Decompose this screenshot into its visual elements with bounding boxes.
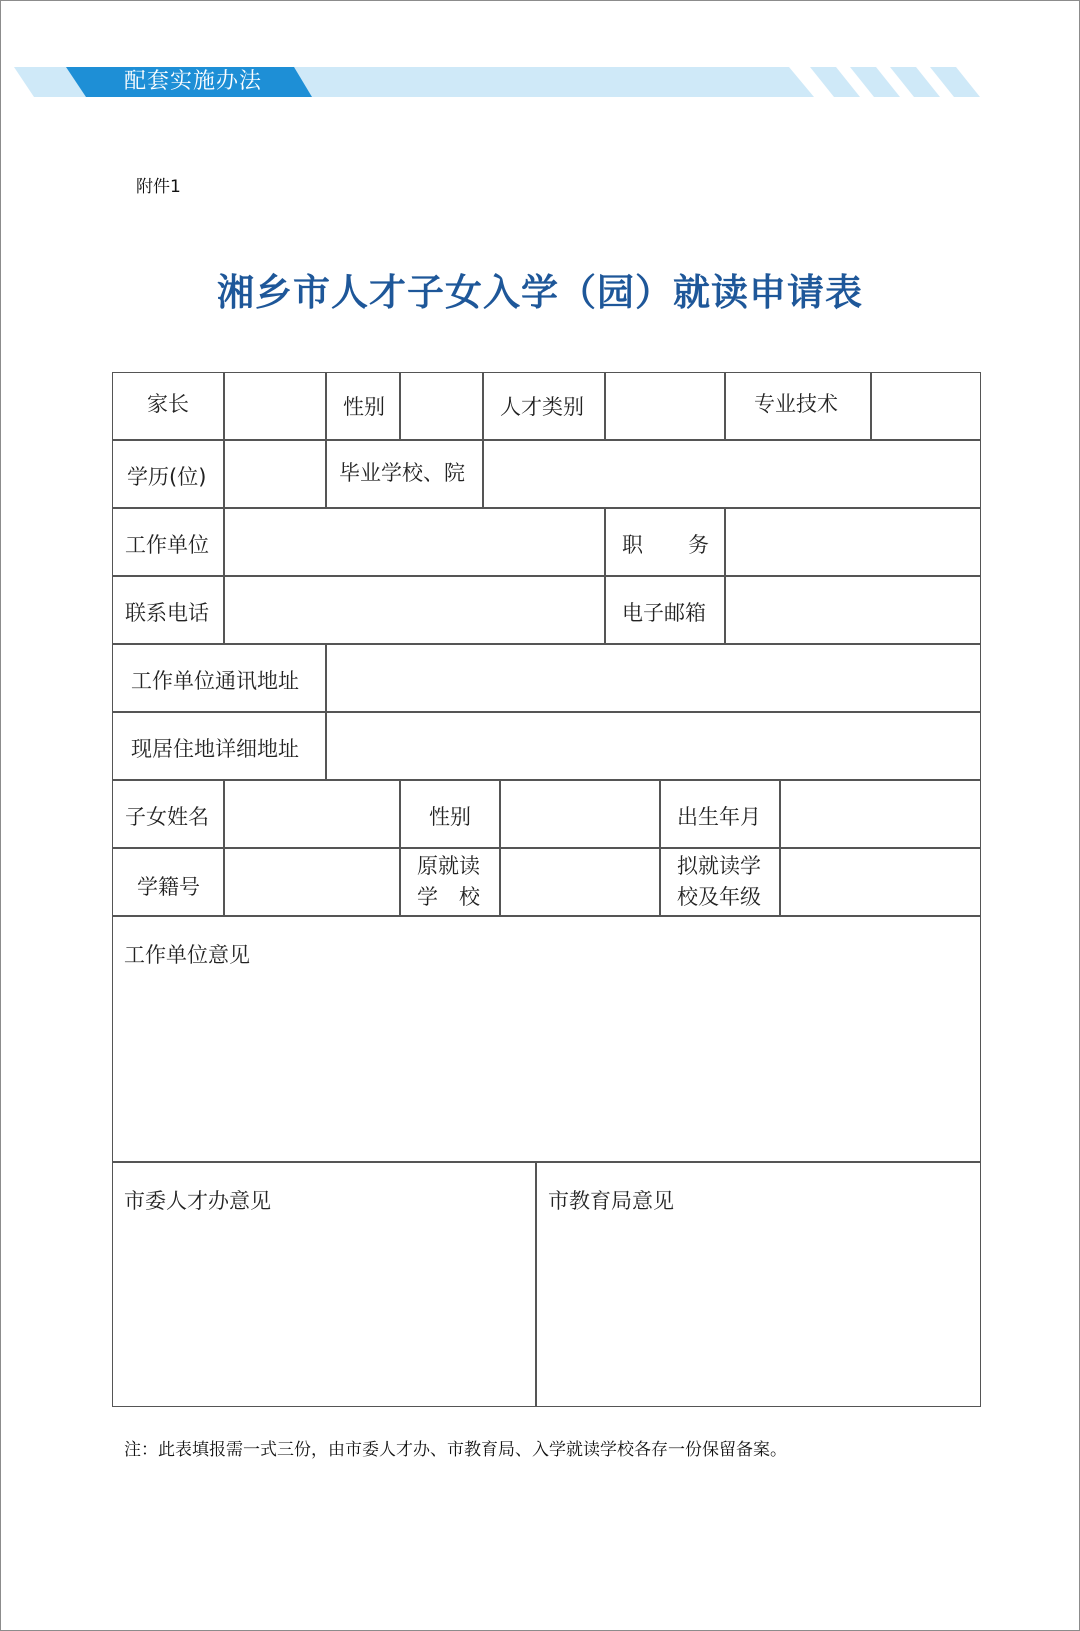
talent-office-opinion-box[interactable] — [112, 1162, 536, 1407]
parent-gender-field[interactable] — [400, 372, 483, 440]
cell-employer-address-label — [112, 644, 326, 712]
cell-position-label — [605, 508, 725, 576]
intended-school-label-line2: 校及年级 — [677, 885, 761, 909]
birth-date-field[interactable] — [780, 780, 981, 848]
intended-school-field[interactable] — [780, 848, 981, 916]
banner-dash-1 — [810, 67, 860, 97]
child-name-label: 子女姓名 — [125, 805, 209, 829]
graduated-school-label: 毕业学校、院 — [339, 461, 465, 485]
original-school-label-line2a: 学 — [417, 885, 438, 909]
birth-date-label: 出生年月 — [677, 805, 761, 829]
employer-opinion-box[interactable] — [112, 916, 981, 1162]
section-label: 配套实施办法 — [124, 69, 263, 94]
talent-category-field[interactable] — [605, 372, 725, 440]
employer-field[interactable] — [224, 508, 605, 576]
cell-original-school-label — [400, 848, 500, 916]
phone-field[interactable] — [224, 576, 605, 644]
talent-office-opinion-label: 市委人才办意见 — [124, 1189, 271, 1213]
child-gender-field[interactable] — [500, 780, 660, 848]
phone-label: 联系电话 — [125, 601, 209, 625]
page-title: 湘乡市人才子女入学（园）就读申请表 — [217, 271, 863, 314]
child-name-field[interactable] — [224, 780, 400, 848]
employer-label: 工作单位 — [125, 533, 209, 557]
original-school-field[interactable] — [500, 848, 660, 916]
cell-child-gender-label — [400, 780, 500, 848]
child-gender-label: 性别 — [429, 805, 471, 829]
cell-intended-school-label — [660, 848, 780, 916]
cell-birth-date-label — [660, 780, 780, 848]
cell-home-address-label — [112, 712, 326, 780]
banner-dash-3 — [890, 67, 940, 97]
footnote: 注：此表填报需一式三份，由市委人才办、市教育局、入学就读学校各存一份保留备案。 — [124, 1440, 787, 1460]
cell-student-id-label — [112, 848, 224, 916]
education-label: 学历(位) — [127, 465, 207, 489]
parent-gender-label: 性别 — [343, 395, 385, 419]
home-address-label: 现居住地详细地址 — [131, 737, 299, 761]
email-field[interactable] — [725, 576, 981, 644]
cell-graduated-school-label — [326, 440, 483, 508]
cell-parent-label — [112, 372, 224, 440]
original-school-label-line2b: 校 — [459, 885, 480, 909]
cell-talent-category-label — [483, 372, 605, 440]
position-label-char1: 职 — [622, 533, 643, 557]
email-label: 电子邮箱 — [622, 601, 706, 625]
education-bureau-opinion-box[interactable] — [536, 1162, 981, 1407]
education-field[interactable] — [224, 440, 326, 508]
cell-education-label — [112, 440, 224, 508]
technical-title-label: 专业技术 — [754, 392, 838, 416]
home-address-field[interactable] — [326, 712, 981, 780]
parent-label: 家长 — [147, 392, 189, 416]
graduated-school-field[interactable] — [483, 440, 981, 508]
technical-title-field[interactable] — [871, 372, 981, 440]
banner-dash-2 — [850, 67, 900, 97]
employer-address-label: 工作单位通讯地址 — [131, 669, 299, 693]
position-label-char2: 务 — [688, 533, 709, 557]
application-form-table — [113, 373, 981, 1407]
parent-name-field[interactable] — [224, 372, 326, 440]
original-school-label-line1: 原就读 — [417, 854, 480, 878]
employer-opinion-label: 工作单位意见 — [124, 943, 250, 967]
attachment-label: 附件1 — [136, 177, 181, 197]
position-field[interactable] — [725, 508, 981, 576]
employer-address-field[interactable] — [326, 644, 981, 712]
talent-category-label: 人才类别 — [500, 395, 584, 419]
cell-email-label — [605, 576, 725, 644]
cell-child-name-label — [112, 780, 224, 848]
intended-school-label-line1: 拟就读学 — [677, 854, 761, 878]
cell-employer-label — [112, 508, 224, 576]
student-id-label: 学籍号 — [137, 875, 200, 899]
cell-parent-gender-label — [326, 372, 400, 440]
cell-technical-title-label — [725, 372, 871, 440]
student-id-field[interactable] — [224, 848, 400, 916]
cell-phone-label — [112, 576, 224, 644]
education-bureau-opinion-label: 市教育局意见 — [548, 1189, 674, 1213]
banner-dash-4 — [930, 67, 980, 97]
